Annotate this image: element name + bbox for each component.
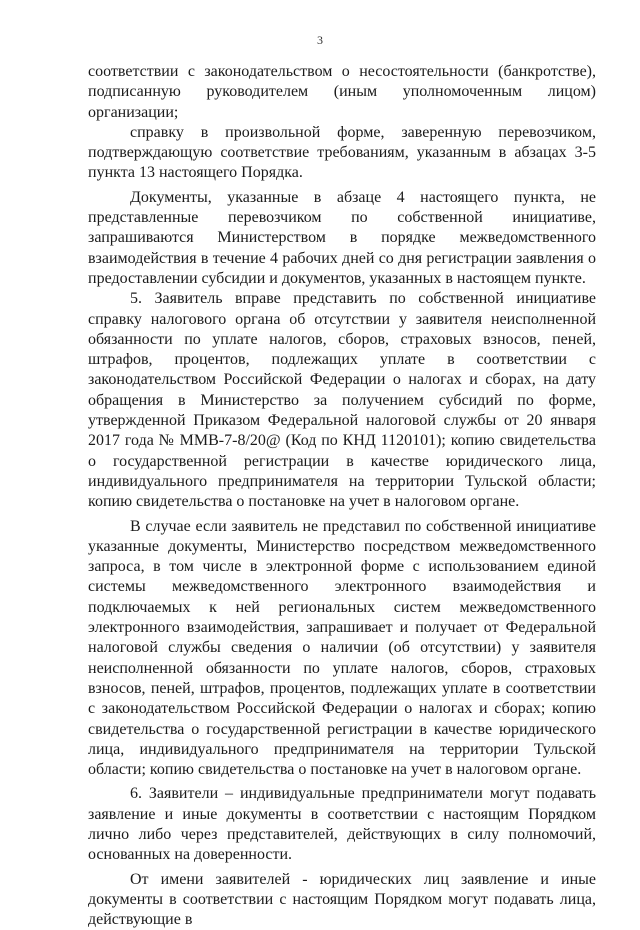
paragraph-interagency-request: В случае если заявитель не представил по собственной инициативе указанные документы, Министерство посредством межведомственного запроса, в том числе в электронной форме с использованием единой системы межведомственного электронного взаимодействия и подключаемых к ней региональных систем межведомственного электронного взаимодействия, запрашивает и получает от Федеральной налоговой службы сведения о наличии (об отсутствии) у заявителя неисполненной обязанности по уплате налогов, сборов, страховых взносов, пеней, штрафов, процентов, подлежащих уплате в соответствии с законодательством Российской Федерации о налогах и сборах; копию свидетельства о государственной регистрации в качестве юридического лица, индивидуального предпринимателя на территории Тульской области; копию свидетельства о постановке на учет в налоговом органе. [88,517,596,779]
paragraph-item-6: 6. Заявители – индивидуальные предприниматели могут подавать заявление и иные документы в соответствии с настоящим Порядком лично либо через представителей, действующих в силу полномочий, основанных на доверенности. [88,785,596,864]
paragraph-item-5: 5. Заявитель вправе представить по собственной инициативе справку налогового органа об отсутствии у заявителя неисполненной обязанности по уплате налогов, сборов, страховых взносов, пеней, штрафов, процентов, подлежащих уплате в соответствии с законодательством Российской Федерации о налогах и сборах, на дату обращения в Министерство за получением субсидий по форме, утвержденной Приказом Федеральной налоговой службы от 20 января 2017 года № ММВ-7-8/20@ (Код по КНД 1120101); копию свидетельства о государственной регистрации в качестве юридического лица, индивидуального предпринимателя на территории Тульской области; копию свидетельства о постановке на учет в налоговом органе. [88,290,596,511]
paragraph-legal-entities: От имени заявителей - юридических лиц заявление и иные документы в соответствии с настоящим Порядком могут подавать лица, действующие в [88,870,596,929]
document-body [88,62,596,930]
paragraph-carrier-certificate: справку в произвольной форме, заверенную перевозчиком, подтверждающую соответствие требованиям, указанным в абзацах 3-5 пункта 13 настоящего Порядка. [88,123,596,182]
paragraph-documents-request: Документы, указанные в абзаце 4 настоящего пункта, не представленные перевозчиком по собственной инициативе, запрашиваются Министерством в порядке межведомственного взаимодействия в течение 4 рабочих дней со дня регистрации заявления о предоставлении субсидии и документов, указанных в настоящем пункте. [88,188,596,287]
paragraph-continuation: соответствии с законодательством о несостоятельности (банкротстве), подписанную руководителем (иным уполномоченным лицом) организации; [88,63,596,121]
page-number: 3 [317,33,323,47]
